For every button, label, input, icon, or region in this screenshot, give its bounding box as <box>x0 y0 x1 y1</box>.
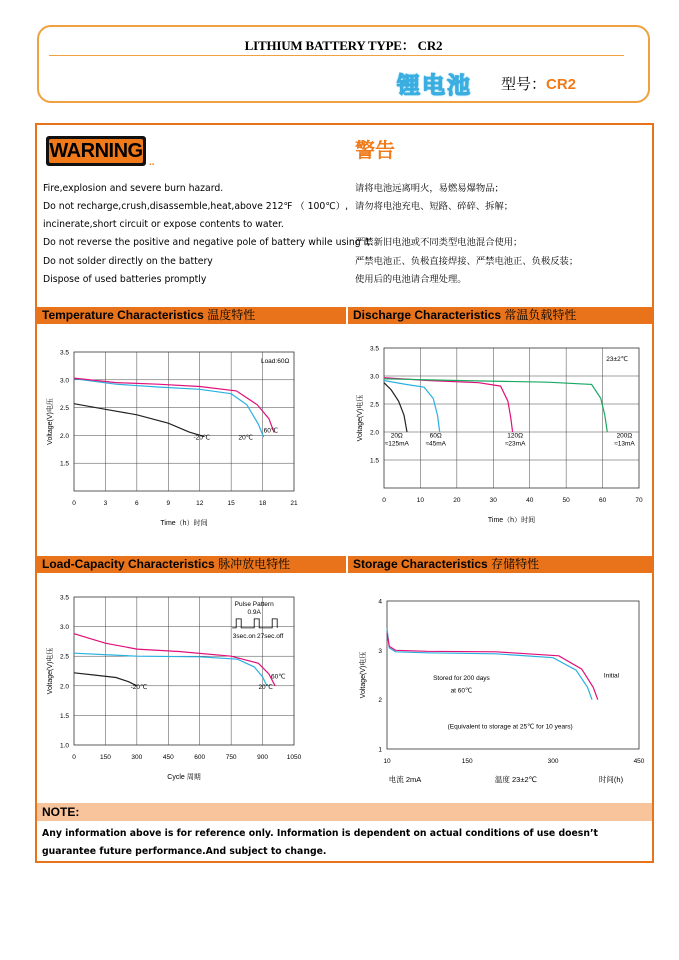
plot-frame <box>384 348 639 488</box>
section-title-discharge <box>353 307 576 324</box>
y-tick-label: 3.0 <box>369 373 379 381</box>
note-text: Any information above is for reference only. Information is dependent on actual conditions of use doesn’t guarantee future performance.And subject to change. <box>42 828 598 857</box>
x-tick-label: 50 <box>562 497 570 504</box>
series-label: -20℃ <box>193 434 211 442</box>
series-line--20℃ <box>74 404 204 437</box>
x-tick-label: 20 <box>453 497 461 504</box>
section-title-temperature <box>42 308 255 322</box>
pulse-on: 3sec.on <box>232 632 256 640</box>
warning-line-cn: 严禁新旧电池或不同类型电池混合使用； <box>355 237 523 248</box>
section-divider <box>346 556 348 573</box>
x-axis-label-temperature: 温度 23±2℃ <box>494 775 538 784</box>
x-tick-label: 600 <box>194 754 206 761</box>
x-tick-label: 750 <box>225 754 237 761</box>
series-line-20℃ <box>74 379 264 437</box>
series-label: 60℃ <box>271 673 286 681</box>
page-title: LITHIUM BATTERY TYPE： CR2 <box>244 38 443 53</box>
x-tick-label: 10 <box>383 758 391 765</box>
y-tick-label: 1.5 <box>59 712 69 720</box>
warning-line-en: Dispose of used batteries promptly <box>43 274 207 285</box>
pulse-off: 27sec.off <box>257 632 284 640</box>
x-tick-label: 300 <box>131 754 143 761</box>
discharge-chart <box>347 331 652 531</box>
x-tick-label: 450 <box>633 758 645 765</box>
header-card <box>37 25 650 103</box>
warning-line-en: Do not solder directly on the battery <box>43 256 213 267</box>
series-sublabel: ≈13mA <box>614 440 635 448</box>
series-sublabel: ≈23mA <box>504 440 526 448</box>
y-tick-label: 3.5 <box>369 345 379 353</box>
x-tick-label: 1050 <box>286 754 302 761</box>
warning-line-en: Do not recharge,crush,disassemble,heat,above 212℉ （ 100℃）, <box>43 201 349 212</box>
x-tick-label: 30 <box>489 497 497 504</box>
spec-panel <box>35 123 654 863</box>
series-label: 60Ω <box>429 432 442 440</box>
plot-frame <box>74 597 294 745</box>
y-axis-label: Voltage(V)电压 <box>47 398 54 445</box>
series-label: 20℃ <box>258 683 273 691</box>
section-bar-row2 <box>37 556 652 573</box>
section-divider <box>346 307 348 324</box>
series-label: 60℃ <box>263 427 279 435</box>
section-title-storage <box>353 556 539 573</box>
y-tick-label: 3.5 <box>59 594 69 602</box>
section-title-en: Load-Capacity Characteristics <box>42 557 215 571</box>
series-label: -20℃ <box>130 683 148 691</box>
series-line-Initial <box>387 633 598 700</box>
warning-badge-text: WARNING <box>49 140 143 162</box>
x-tick-label: 18 <box>258 500 267 507</box>
plot-frame <box>74 352 294 491</box>
y-tick-label: 1.0 <box>59 742 69 750</box>
series-sublabel: ≈45mA <box>425 440 447 448</box>
y-tick-label: 3.5 <box>59 349 69 357</box>
series-line-60Ω <box>384 381 440 433</box>
y-tick-label: 4 <box>378 598 382 606</box>
chart-annotation: 23±2℃ <box>606 355 629 363</box>
storage-note: Stored for 200 days <box>433 674 490 682</box>
y-tick-label: 3.0 <box>59 377 69 385</box>
model-type <box>501 73 576 94</box>
y-tick-label: 2.0 <box>369 429 379 437</box>
series-label: 20℃ <box>238 434 254 442</box>
series-label: 20Ω <box>390 432 403 440</box>
x-tick-label: 60 <box>598 497 607 504</box>
x-tick-label: 40 <box>526 497 534 504</box>
section-title-en: Temperature Characteristics <box>42 308 204 322</box>
pulse-current: 0.9A <box>247 608 261 616</box>
x-axis-label: Time（h）时间 <box>160 520 208 527</box>
y-tick-label: 1.5 <box>369 457 379 465</box>
x-tick-label: 0 <box>72 500 76 507</box>
section-title-load <box>42 557 290 571</box>
warning-title-cn: 警告 <box>355 138 395 162</box>
y-axis-label: Voltage(V)电压 <box>360 651 367 699</box>
x-tick-label: 450 <box>162 754 174 761</box>
x-tick-label: 300 <box>547 758 559 765</box>
x-tick-label: 0 <box>382 497 386 504</box>
y-tick-label: 1 <box>378 746 382 754</box>
y-tick-label: 2.0 <box>59 432 69 440</box>
warning-line-cn: 使用后的电池请合理处理。 <box>355 274 467 285</box>
section-title-cn: 存储特性 <box>491 557 540 571</box>
x-tick-label: 3 <box>103 500 108 507</box>
y-tick-label: 2.0 <box>59 683 69 691</box>
y-axis-label: Voltage(V)电压 <box>357 394 364 442</box>
section-title-cn: 常温负载特性 <box>504 308 577 322</box>
x-tick-label: 21 <box>290 500 298 507</box>
chart-annotation: Pulse Pattern <box>234 600 274 608</box>
x-tick-label: 150 <box>99 754 111 761</box>
series-line-Stored <box>387 628 592 700</box>
x-tick-label: 900 <box>257 754 269 761</box>
brand-logo: 锂电池 <box>397 73 472 99</box>
warning-line-cn: 请勿将电池充电、短路、碎碎、拆解； <box>355 201 514 212</box>
section-title-cn: 温度特性 <box>207 308 256 322</box>
warning-line-en: incinerate,short circuit or expose contents to water. <box>43 219 284 230</box>
load-capacity-chart <box>37 581 347 791</box>
note-label: NOTE: <box>37 803 652 821</box>
series-label: Initial <box>603 672 620 680</box>
x-axis-label-time: 时间(h) <box>598 775 624 784</box>
warning-dots: .. <box>149 157 155 168</box>
warning-line-cn: 严禁电池正、负极直接焊接、严禁电池正、负极反装； <box>355 256 579 267</box>
x-tick-label: 15 <box>227 500 235 507</box>
storage-note: (Equivalent to storage at 25℃ for 10 years) <box>447 723 573 731</box>
chart-annotation: Load:60Ω <box>260 358 290 366</box>
x-axis-label: Cycle 周期 <box>167 774 201 781</box>
x-tick-label: 12 <box>196 500 204 507</box>
series-label: 120Ω <box>507 432 524 440</box>
x-axis-label-current: 电流 2mA <box>388 775 422 784</box>
section-bar-row1 <box>37 307 652 324</box>
y-tick-label: 2.5 <box>59 653 69 661</box>
x-tick-label: 0 <box>72 754 76 761</box>
warning-badge <box>46 136 146 166</box>
series-line-60℃ <box>74 378 274 433</box>
warning-line-en: Do not reverse the positive and negative pole of battery while using it. <box>43 237 373 248</box>
storage-chart <box>347 581 652 791</box>
y-tick-label: 2.5 <box>59 405 69 413</box>
series-line-60℃ <box>74 634 275 686</box>
header-divider <box>49 55 624 56</box>
series-sublabel: ≈125mA <box>384 440 409 448</box>
x-tick-label: 6 <box>135 500 139 507</box>
y-tick-label: 2.5 <box>369 401 379 409</box>
warning-line-en: Fire,explosion and severe burn hazard. <box>43 183 224 194</box>
y-tick-label: 3 <box>378 647 382 655</box>
x-tick-label: 9 <box>166 500 171 507</box>
series-label: 200Ω <box>616 432 633 440</box>
section-title-en: Discharge Characteristics <box>353 308 502 322</box>
x-tick-label: 10 <box>416 497 425 504</box>
y-axis-label: Voltage(V)电压 <box>47 647 54 695</box>
model-type-value: CR2 <box>546 76 577 93</box>
y-tick-label: 3.0 <box>59 624 69 632</box>
x-axis-label: Time（h）时间 <box>487 517 536 524</box>
temperature-chart <box>37 331 347 531</box>
series-line-20Ω <box>384 383 407 432</box>
x-tick-label: 70 <box>635 497 643 504</box>
storage-note: at 60℃ <box>450 687 473 695</box>
model-type-label: 型号： <box>501 75 547 93</box>
y-tick-label: 2 <box>378 697 382 705</box>
warning-line-cn: 请将电池远离明火，易燃易爆物品； <box>355 183 504 194</box>
section-title-en: Storage Characteristics <box>353 557 488 571</box>
section-title-cn: 脉冲放电特性 <box>218 557 291 571</box>
y-tick-label: 1.5 <box>59 460 69 468</box>
x-tick-label: 150 <box>461 758 473 765</box>
